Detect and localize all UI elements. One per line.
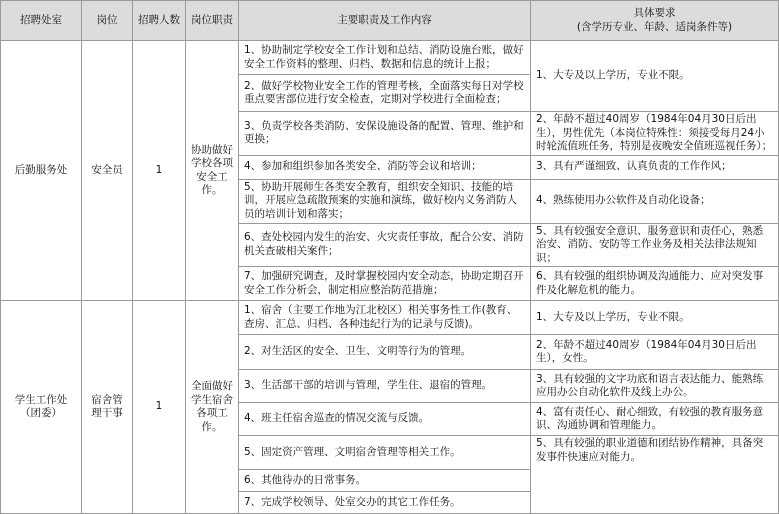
row1-duty-7: 7、加强研究调查，及时掌握校园内安全动态，协助定期召开安全工作分析会，制定相应整治防范措施；	[239, 267, 531, 301]
row2-duty-3: 3、生活部干部的培训与管理，学生住、退宿的管理。	[239, 370, 531, 403]
row2-duty-4: 4、班主任宿舍巡查的情况交流与反馈。	[239, 403, 531, 436]
row2-duty-5: 5、固定资产管理、文明宿舍管理等相关工作。	[239, 436, 531, 470]
row1-duty-5: 5、协助开展师生各类安全教育，组织安全知识、技能的培训，开展应急疏散预案的实施和演练，做好校内义务消防人员的培训计划和落实；	[239, 179, 531, 223]
row1-duty-3: 3、负责学校各类消防、安保设施设备的配置、管理、维护和更换；	[239, 112, 531, 156]
row1-req-2: 2、年龄不超过40周岁（1984年04月30日后出生），男性优先（本岗位特殊性：须接受每月24小时轮流值班任务，特别是夜晚安全值班巡视任务）；	[531, 112, 779, 156]
row2-duty-2: 2、对生活区的安全、卫生、文明等行为的管理。	[239, 335, 531, 370]
row2-unit: 学生工作处（团委）	[1, 301, 82, 514]
row1-req-6: 6、具有较强的组织协调及沟通能力、应对突发事件及化解危机的能力。	[531, 267, 779, 301]
row1-duty-6: 6、查处校园内发生的治安、火灾责任事故，配合公安、消防机关查破相关案件；	[239, 223, 531, 267]
header-unit: 招聘处室	[1, 1, 82, 41]
row2-req-2: 2、年龄不超过40周岁（1984年04月30日后出生），女性。	[531, 335, 779, 370]
row2-req-5: 5、具有较强的职业道德和团结协作精神，具备突发事件快速应对能力。	[531, 436, 779, 514]
header-count: 招聘人数	[133, 1, 186, 41]
row2-req-4: 4、富有责任心、耐心细致，有较强的教育服务意识、沟通协调和管理能力。	[531, 403, 779, 436]
row1-unit: 后勤服务处	[1, 41, 82, 301]
row1-req-1: 1、大专及以上学历，专业不限。	[531, 41, 779, 112]
row2-duty-6: 6、其他待办的日常事务。	[239, 470, 531, 492]
row2-duty-1: 1、宿舍（主要工作地为江北校区）相关事务性工作(教育、查房、汇总、归档、各种违纪行为的记录与反馈)。	[239, 301, 531, 335]
row2-req-3: 3、具有较强的文字功底和语言表达能力、能熟练应用办公自动化软件及线上办公。	[531, 370, 779, 403]
header-position: 岗位	[82, 1, 133, 41]
row2-count: 1	[133, 301, 186, 514]
header-requirements-sub: (含学历专业、年龄、适岗条件等)	[576, 20, 733, 33]
header-role: 岗位职责	[186, 1, 239, 41]
row1-duty-4: 4、参加和组织参加各类安全、消防等会议和培训；	[239, 155, 531, 179]
row1-count: 1	[133, 41, 186, 301]
row2-duty-7: 7、完成学校领导、处室交办的其它工作任务。	[239, 492, 531, 514]
row1-req-4: 4、熟练使用办公软件及自动化设备；	[531, 179, 779, 223]
header-duties: 主要职责及工作内容	[239, 1, 531, 41]
row1-duty-2: 2、做好学校物业安全工作的管理考核，全面落实每日对学校重点要害部位进行安全检查，定期对学校进行全面检查；	[239, 75, 531, 112]
row1-duty-1: 1、协助制定学校安全工作计划和总结、消防设施台账，做好安全工作资料的整理、归档、数据和信息的统计上报；	[239, 41, 531, 75]
row1-req-3: 3、具有严谨细致、认真负责的工作作风；	[531, 155, 779, 179]
header-requirements-title: 具体要求	[633, 7, 676, 19]
row2-position: 宿舍管理干事	[82, 301, 133, 514]
row2-req-1: 1、大专及以上学历，专业不限。	[531, 301, 779, 335]
header-requirements	[531, 1, 779, 41]
row2-role: 全面做好学生宿舍各项工作。	[186, 301, 239, 514]
row1-role: 协助做好学校各项安全工作。	[186, 41, 239, 301]
row1-req-5: 5、具有较强安全意识、服务意识和责任心，熟悉治安、消防、安防等工作业务及相关法律法规知识；	[531, 223, 779, 267]
row1-position: 安全员	[82, 41, 133, 301]
